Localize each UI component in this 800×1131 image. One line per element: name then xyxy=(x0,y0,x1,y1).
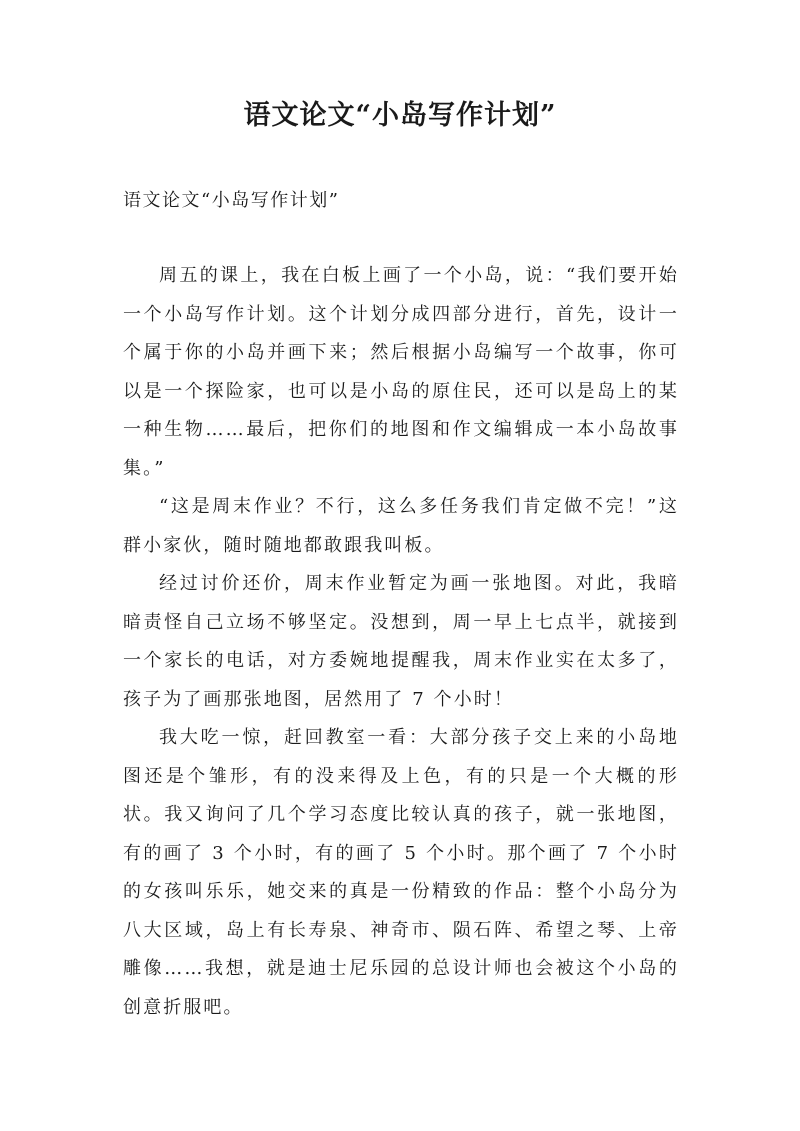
document-subtitle: 语文论文“小岛写作计划” xyxy=(123,190,340,211)
paragraph: 周五的课上，我在白板上画了一个小岛，说：“我们要开始一个小岛写作计划。这个计划分成四部分进行，首先，设计一个属于你的小岛并画下来；然后根据小岛编写一个故事，你可以是一个探险家，也可以是小岛的原住民，还可以是岛上的某一种生物……最后，把你们的地图和作文编辑成一本小岛故事集。” xyxy=(123,265,679,479)
document-body xyxy=(123,257,679,1027)
paragraph: “这是周末作业？不行，这么多任务我们肯定做不完！”这群小家伙，随时随地都敢跟我叫板。 xyxy=(123,496,679,556)
document-title: 语文论文“小岛写作计划” xyxy=(243,100,557,131)
paragraph: 经过讨价还价，周末作业暂定为画一张地图。对此，我暗暗责怪自己立场不够坚定。没想到，周一早上七点半，就接到一个家长的电话，对方委婉地提醒我，周末作业实在太多了，孩子为了画那张地图，居然用了 7 个小时！ xyxy=(123,573,679,710)
paragraph: 我大吃一惊，赶回教室一看：大部分孩子交上来的小岛地图还是个雏形，有的没来得及上色，有的只是一个大概的形状。我又询问了几个学习态度比较认真的孩子，就一张地图，有的画了 3 个小时，有的画了 5 个小时。那个画了 7 个小时的女孩叫乐乐，她交来的真是一份精致的作品：整个小岛分为八大区域，岛上有长寿泉、神奇市、陨石阵、希望之琴、上帝雕像……我想，就是迪士尼乐园的总设计师也会被这个小岛的创意折服吧。 xyxy=(123,727,679,1018)
